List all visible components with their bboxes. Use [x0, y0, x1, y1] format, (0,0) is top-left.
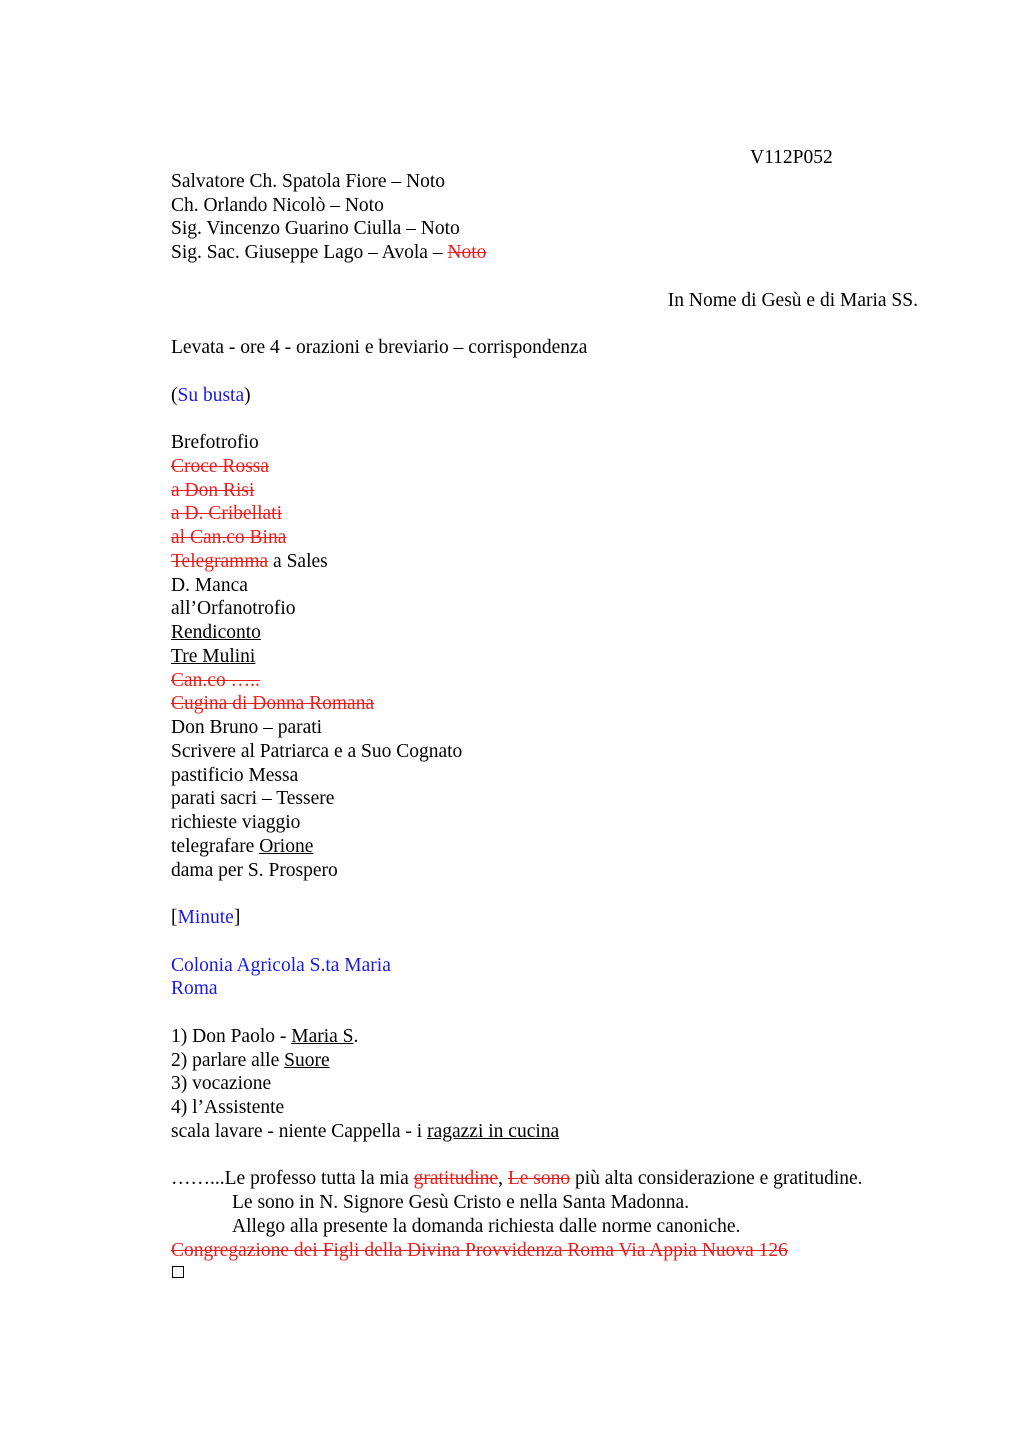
- list-item-deleted: al Can.co Bina: [171, 527, 287, 548]
- list-item: [171, 835, 313, 859]
- bracket-open: [: [171, 907, 178, 928]
- point-text: .: [353, 1026, 359, 1047]
- document-reference: V112P052: [750, 147, 833, 168]
- deleted-text: Noto: [447, 242, 487, 263]
- list-item: dama per S. Prospero: [171, 860, 338, 881]
- point-item: [171, 1120, 559, 1144]
- underlined-text: Rendiconto: [171, 622, 261, 643]
- recipient-line: Salvatore Ch. Spatola Fiore – Noto: [171, 171, 446, 192]
- list-item: pastificio Messa: [171, 765, 299, 786]
- deleted-text: Le sono: [507, 1168, 571, 1189]
- letter-text: più alta considerazione e gratitudine.: [570, 1168, 863, 1189]
- recipient-line: Ch. Orlando Nicolò – Noto: [171, 195, 384, 216]
- underlined-text: Suore: [284, 1050, 330, 1071]
- list-item: [171, 645, 255, 669]
- point-item: 3) vocazione: [171, 1073, 272, 1094]
- envelope-note: [171, 384, 251, 408]
- list-text: a Sales: [268, 551, 328, 572]
- list-item: D. Manca: [171, 575, 248, 596]
- editorial-note: Minute: [177, 907, 234, 928]
- point-item: 4) l’Assistente: [171, 1097, 285, 1118]
- list-text: telegrafare: [171, 836, 260, 857]
- letter-text: ,: [498, 1168, 508, 1189]
- list-item: Brefotrofio: [171, 432, 259, 453]
- letter-line-deleted: Congregazione dei Figli della Divina Provvidenza Roma Via Appia Nuova 126: [171, 1240, 788, 1261]
- deleted-text: gratitudine: [413, 1168, 499, 1189]
- list-item-deleted: Croce Rossa: [171, 456, 270, 477]
- underlined-text: Tre Mulini: [171, 646, 256, 667]
- point-text: scala lavare - niente Cappella - i: [171, 1121, 428, 1142]
- invocation-heading: In Nome di Gesù e di Maria SS.: [667, 290, 918, 311]
- list-item: Don Bruno – parati: [171, 717, 323, 738]
- point-text: 1) Don Paolo -: [171, 1026, 292, 1047]
- underlined-text: ragazzi in cucina: [427, 1121, 560, 1142]
- underlined-text: Orione: [259, 836, 314, 857]
- letter-line: [171, 1167, 863, 1191]
- list-item: all’Orfanotrofio: [171, 598, 296, 619]
- letter-line: Allego alla presente la domanda richiesta dalle norme canoniche.: [232, 1216, 741, 1237]
- underlined-text: Maria S: [291, 1026, 354, 1047]
- list-item-deleted: a Don Risi: [171, 480, 255, 501]
- deleted-text: Telegramma: [171, 551, 269, 572]
- list-item: [171, 621, 261, 645]
- list-item: Scrivere al Patriarca e a Suo Cognato: [171, 741, 463, 762]
- bracket-close: ]: [233, 907, 241, 928]
- list-item-deleted: Cugina di Donna Romana: [171, 693, 375, 714]
- recipient-text: Sig. Sac. Giuseppe Lago – Avola –: [171, 242, 448, 263]
- list-item: parati sacri – Tessere: [171, 788, 335, 809]
- routine-line: Levata - ore 4 - orazioni e breviario – corrispondenza: [171, 337, 588, 358]
- editorial-note: Su busta: [177, 385, 245, 406]
- bracket-open: (: [171, 385, 178, 406]
- list-item-deleted: a D. Cribellati: [171, 503, 283, 524]
- point-item: [171, 1025, 358, 1049]
- address-line: Roma: [171, 978, 218, 999]
- letter-text: ……...Le professo tutta la mia: [171, 1168, 414, 1189]
- point-item: [171, 1049, 330, 1073]
- list-item-deleted: Can.co …..: [171, 670, 260, 691]
- list-item: richieste viaggio: [171, 812, 301, 833]
- recipient-line: [171, 241, 486, 265]
- minute-note: [171, 906, 240, 930]
- recipient-line: Sig. Vincenzo Guarino Ciulla – Noto: [171, 218, 460, 239]
- address-line: Colonia Agricola S.ta Maria: [171, 955, 391, 976]
- checkbox-icon: [172, 1266, 184, 1278]
- point-text: 2) parlare alle: [171, 1050, 285, 1071]
- list-item: [171, 550, 328, 574]
- letter-line: Le sono in N. Signore Gesù Cristo e nella Santa Madonna.: [232, 1192, 690, 1213]
- bracket-close: ): [244, 385, 251, 406]
